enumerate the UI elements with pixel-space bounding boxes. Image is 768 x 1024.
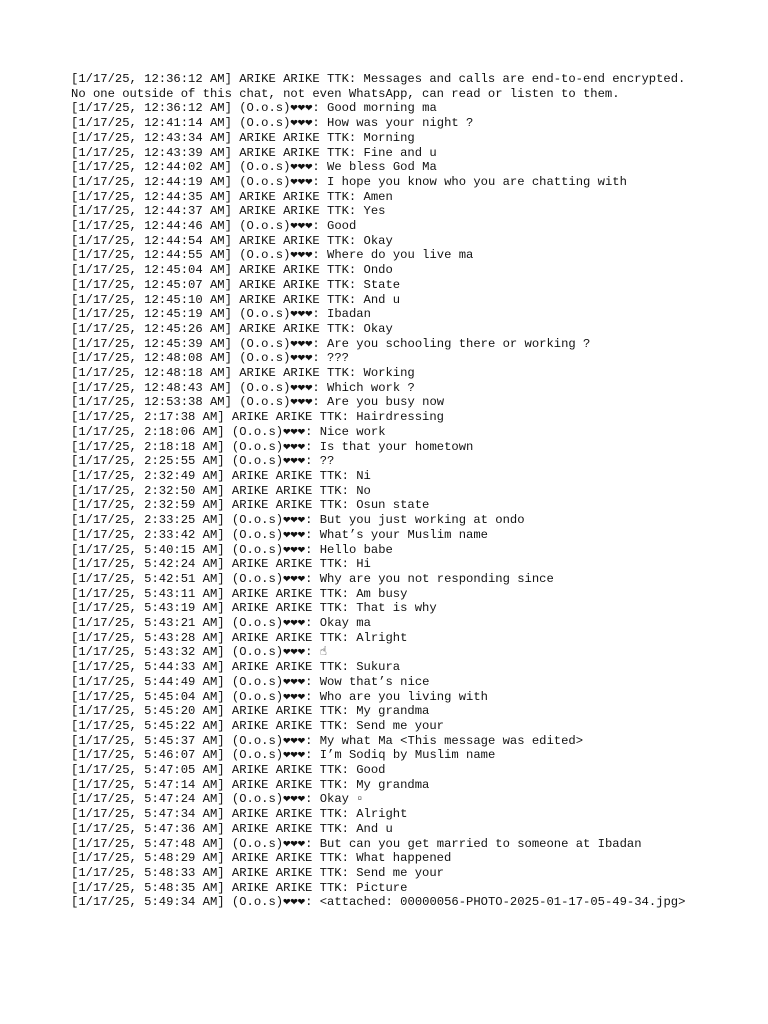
chat-message-line: [1/17/25, 12:44:37 AM] ARIKE ARIKE TTK: Yes — [71, 204, 386, 219]
chat-message-line: [1/17/25, 5:47:36 AM] ARIKE ARIKE TTK: And u — [71, 821, 393, 836]
chat-message-line: [1/17/25, 5:45:37 AM] (O.o.s)❤❤❤: My what Ma <This message was edited> — [71, 733, 584, 748]
chat-message-line: [1/17/25, 2:17:38 AM] ARIKE ARIKE TTK: Hairdressing — [71, 410, 444, 425]
chat-message-line: [1/17/25, 12:45:26 AM] ARIKE ARIKE TTK: Okay — [71, 321, 393, 336]
chat-message-line: [1/17/25, 5:47:34 AM] ARIKE ARIKE TTK: Alright — [71, 807, 408, 822]
chat-message-line: [1/17/25, 12:36:12 AM] (O.o.s)❤❤❤: Good morning ma — [71, 101, 437, 116]
chat-message-line: [1/17/25, 5:43:11 AM] ARIKE ARIKE TTK: Am busy — [71, 586, 408, 601]
chat-message-line: [1/17/25, 5:48:35 AM] ARIKE ARIKE TTK: Picture — [71, 880, 408, 895]
chat-message-line: [1/17/25, 5:48:33 AM] ARIKE ARIKE TTK: Send me your — [71, 865, 444, 880]
chat-message-line: [1/17/25, 5:43:28 AM] ARIKE ARIKE TTK: Alright — [71, 630, 408, 645]
chat-message-line: [1/17/25, 2:32:49 AM] ARIKE ARIKE TTK: Ni — [71, 468, 371, 483]
chat-message-line: [1/17/25, 5:48:29 AM] ARIKE ARIKE TTK: What happened — [71, 851, 452, 866]
chat-message-line: [1/17/25, 12:44:35 AM] ARIKE ARIKE TTK: Amen — [71, 189, 393, 204]
chat-message-line: [1/17/25, 2:33:42 AM] (O.o.s)❤❤❤: What’s your Muslim name — [71, 527, 488, 542]
chat-message-line: [1/17/25, 12:53:38 AM] (O.o.s)❤❤❤: Are you busy now — [71, 395, 445, 410]
chat-message-line: [1/17/25, 5:45:20 AM] ARIKE ARIKE TTK: My grandma — [71, 704, 430, 719]
chat-message-line: [1/17/25, 12:44:55 AM] (O.o.s)❤❤❤: Where do you live ma — [71, 248, 474, 263]
chat-message-line: [1/17/25, 5:49:34 AM] (O.o.s)❤❤❤: <attached: 00000056-PHOTO-2025-01-17-05-49-34.jpg> — [71, 895, 686, 910]
chat-message-line: [1/17/25, 12:36:12 AM] ARIKE ARIKE TTK: Messages and calls are end-to-end encrypted. No one outside of this chat, not even WhatsApp, can read or listen to them. — [71, 72, 693, 101]
chat-message-line: [1/17/25, 2:32:50 AM] ARIKE ARIKE TTK: No — [71, 483, 371, 498]
chat-message-line: [1/17/25, 12:45:39 AM] (O.o.s)❤❤❤: Are you schooling there or working ? — [71, 336, 591, 351]
chat-message-line: [1/17/25, 2:18:06 AM] (O.o.s)❤❤❤: Nice work — [71, 424, 386, 439]
chat-message-line: [1/17/25, 5:45:22 AM] ARIKE ARIKE TTK: Send me your — [71, 718, 444, 733]
chat-message-line: [1/17/25, 12:44:19 AM] (O.o.s)❤❤❤: I hope you know who you are chatting with — [71, 174, 627, 189]
chat-message-line: [1/17/25, 12:45:19 AM] (O.o.s)❤❤❤: Ibadan — [71, 307, 371, 322]
chat-message-line: [1/17/25, 12:45:07 AM] ARIKE ARIKE TTK: State — [71, 277, 401, 292]
chat-message-line: [1/17/25, 12:48:18 AM] ARIKE ARIKE TTK: Working — [71, 366, 415, 381]
chat-message-line: [1/17/25, 5:47:48 AM] (O.o.s)❤❤❤: But can you get married to someone at Ibadan — [71, 836, 642, 851]
chat-message-line: [1/17/25, 2:32:59 AM] ARIKE ARIKE TTK: Osun state — [71, 498, 430, 513]
chat-message-line: [1/17/25, 12:44:54 AM] ARIKE ARIKE TTK: Okay — [71, 233, 393, 248]
chat-message-line: [1/17/25, 2:18:18 AM] (O.o.s)❤❤❤: Is that your hometown — [71, 439, 474, 454]
chat-message-line: [1/17/25, 5:43:32 AM] (O.o.s)❤❤❤: ☝ — [71, 645, 328, 660]
chat-message-line: [1/17/25, 2:25:55 AM] (O.o.s)❤❤❤: ?? — [71, 454, 335, 469]
chat-message-line: [1/17/25, 12:48:08 AM] (O.o.s)❤❤❤: ??? — [71, 351, 349, 366]
chat-message-line: [1/17/25, 5:40:15 AM] (O.o.s)❤❤❤: Hello babe — [71, 542, 393, 557]
chat-transcript — [71, 72, 691, 910]
chat-message-line: [1/17/25, 12:44:46 AM] (O.o.s)❤❤❤: Good — [71, 219, 357, 234]
chat-message-line: [1/17/25, 5:43:21 AM] (O.o.s)❤❤❤: Okay ma — [71, 616, 371, 631]
chat-message-line: [1/17/25, 5:47:14 AM] ARIKE ARIKE TTK: My grandma — [71, 777, 430, 792]
chat-message-line: [1/17/25, 5:47:24 AM] (O.o.s)❤❤❤: Okay ▫ — [71, 792, 364, 807]
chat-message-line: [1/17/25, 12:41:14 AM] (O.o.s)❤❤❤: How was your night ? — [71, 116, 474, 131]
chat-message-line: [1/17/25, 12:44:02 AM] (O.o.s)❤❤❤: We bless God Ma — [71, 160, 437, 175]
chat-message-line: [1/17/25, 5:43:19 AM] ARIKE ARIKE TTK: That is why — [71, 601, 437, 616]
chat-message-line: [1/17/25, 5:42:24 AM] ARIKE ARIKE TTK: Hi — [71, 557, 371, 572]
chat-message-line: [1/17/25, 5:46:07 AM] (O.o.s)❤❤❤: I’m Sodiq by Muslim name — [71, 748, 496, 763]
chat-message-line: [1/17/25, 12:43:34 AM] ARIKE ARIKE TTK: Morning — [71, 130, 415, 145]
chat-transcript-page — [71, 72, 691, 910]
chat-message-line: [1/17/25, 5:45:04 AM] (O.o.s)❤❤❤: Who are you living with — [71, 689, 488, 704]
chat-message-line: [1/17/25, 12:45:04 AM] ARIKE ARIKE TTK: Ondo — [71, 263, 393, 278]
chat-message-line: [1/17/25, 2:33:25 AM] (O.o.s)❤❤❤: But you just working at ondo — [71, 513, 525, 528]
chat-message-line: [1/17/25, 5:44:49 AM] (O.o.s)❤❤❤: Wow that’s nice — [71, 674, 430, 689]
chat-message-line: [1/17/25, 5:44:33 AM] ARIKE ARIKE TTK: Sukura — [71, 660, 401, 675]
chat-message-line: [1/17/25, 12:45:10 AM] ARIKE ARIKE TTK: And u — [71, 292, 401, 307]
chat-message-line: [1/17/25, 12:48:43 AM] (O.o.s)❤❤❤: Which work ? — [71, 380, 415, 395]
chat-message-line: [1/17/25, 5:42:51 AM] (O.o.s)❤❤❤: Why are you not responding since — [71, 571, 554, 586]
chat-message-line: [1/17/25, 12:43:39 AM] ARIKE ARIKE TTK: Fine and u — [71, 145, 437, 160]
chat-message-line: [1/17/25, 5:47:05 AM] ARIKE ARIKE TTK: Good — [71, 763, 386, 778]
